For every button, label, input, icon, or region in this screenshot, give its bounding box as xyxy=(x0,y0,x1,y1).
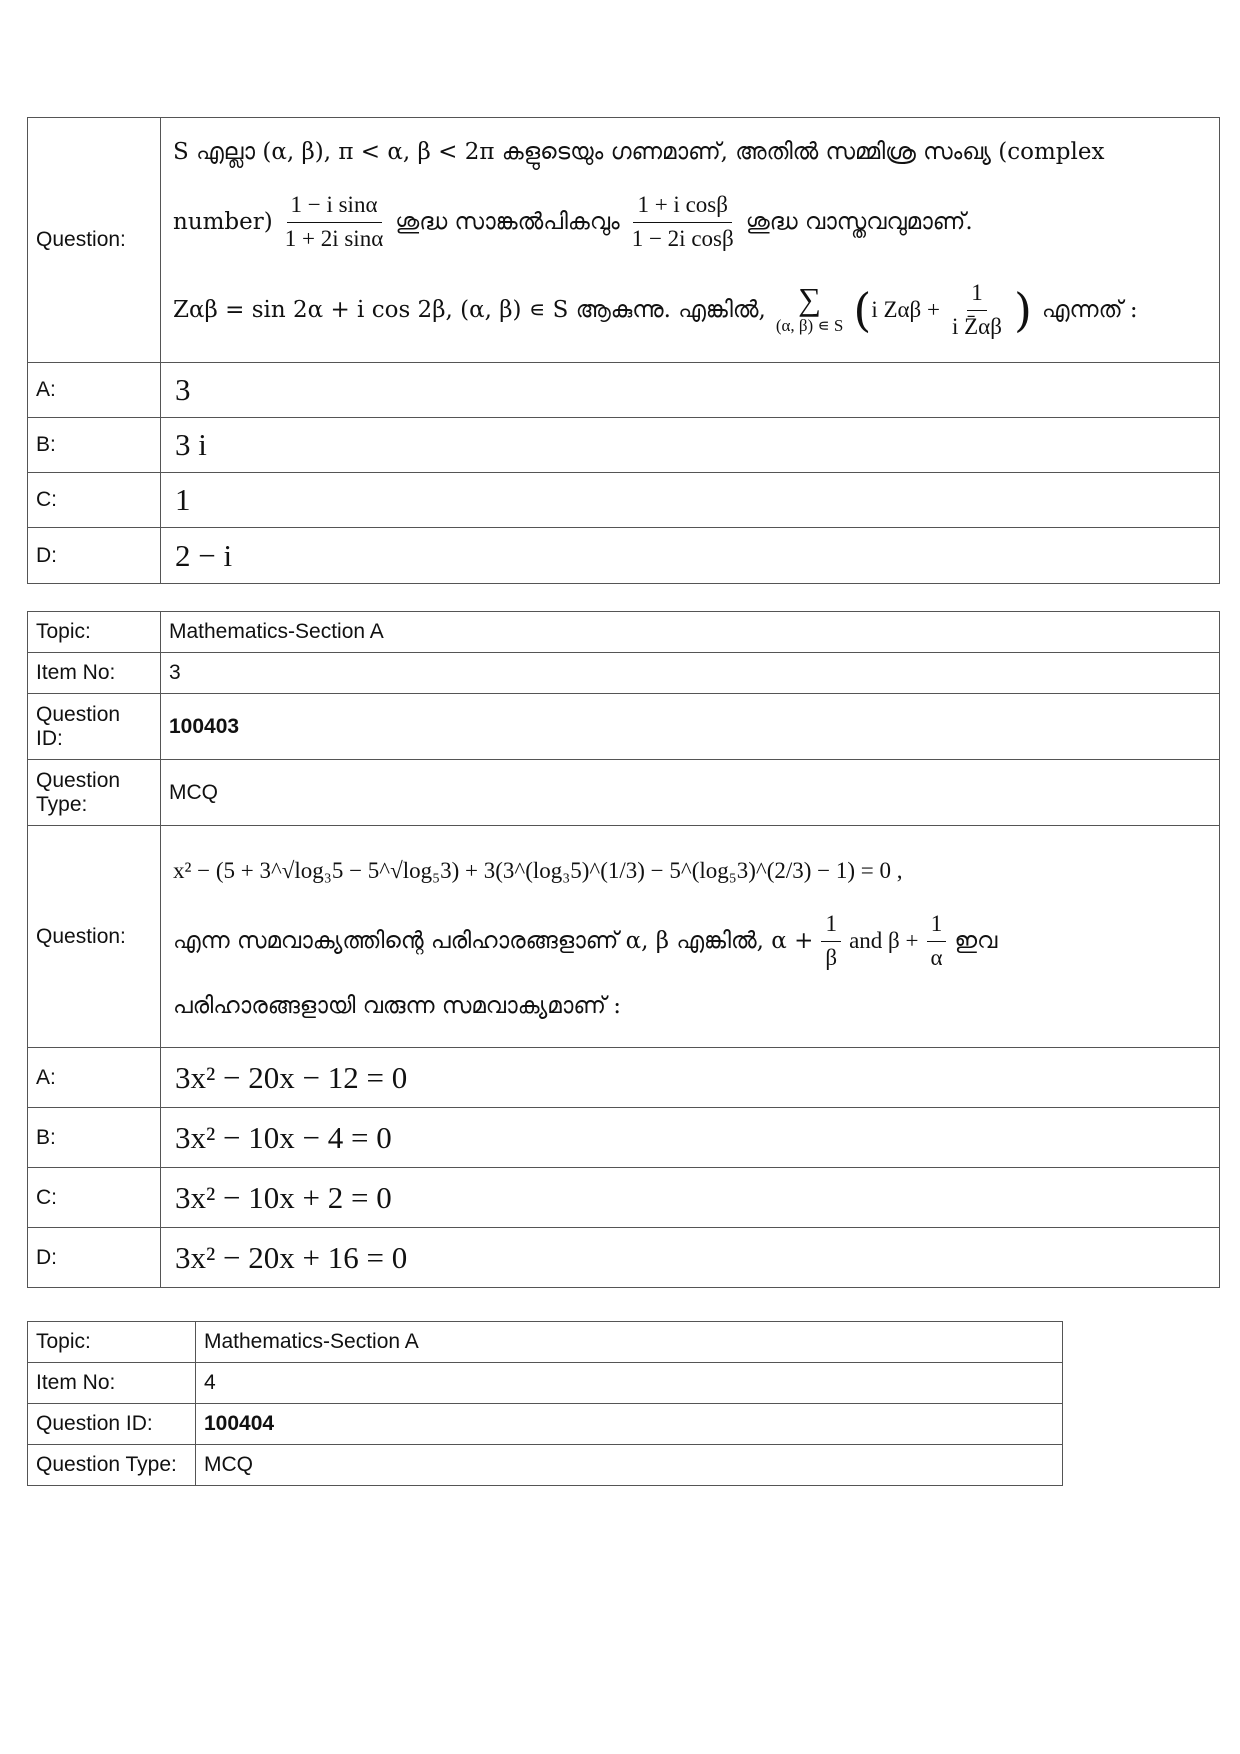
option-b[interactable]: 3 i xyxy=(161,418,1220,473)
question-id-label: Question ID: xyxy=(28,694,161,760)
question-line-2-pre: എന്ന സമവാക്യത്തിന്റെ പരിഹാരങ്ങളാണ് α, β എങ്കിൽ, α + xyxy=(173,928,814,955)
option-label-c: C: xyxy=(28,473,161,528)
option-c[interactable]: 1 xyxy=(161,473,1220,528)
item-no-value: 3 xyxy=(161,653,1220,694)
item-no-label: Item No: xyxy=(28,1363,196,1404)
question-type-value: MCQ xyxy=(196,1445,1063,1486)
question-block-3 xyxy=(27,611,1220,1288)
option-label-d: D: xyxy=(28,528,161,584)
left-paren-icon: ( xyxy=(853,283,872,337)
option-a[interactable]: 3 xyxy=(161,363,1220,418)
option-d[interactable]: 2 − i xyxy=(161,528,1220,584)
question-line-2-and: and β + xyxy=(849,928,919,954)
question-line-2-end: ശുദ്ധ വാസ്തവവുമാണ്. xyxy=(745,208,973,235)
question-type-value: MCQ xyxy=(161,760,1220,826)
question-id-label: Question ID: xyxy=(28,1404,196,1445)
summation-subscript: (α, β) ∊ S xyxy=(775,316,844,336)
fraction-2-numerator: 1 + i cosβ xyxy=(633,191,731,223)
question-line-1: S എല്ലാ (α, β), π < α, β < 2π കളുടെയും ഗണമാണ്, അതിൽ സമ്മിശ്ര സംഖ്യ (complex xyxy=(173,138,1105,165)
question-type-label: Question Type: xyxy=(28,760,161,826)
topic-label: Topic: xyxy=(28,612,161,653)
option-label-a: A: xyxy=(28,1048,161,1108)
right-paren-icon: ) xyxy=(1013,283,1032,337)
fraction-3 xyxy=(948,279,1006,342)
fraction-1-numerator: 1 − i sinα xyxy=(287,191,382,223)
question-block-4 xyxy=(27,1321,1063,1486)
fraction-one-over-beta-numerator: 1 xyxy=(821,910,841,942)
item-no-value: 4 xyxy=(196,1363,1063,1404)
option-label-d: D: xyxy=(28,1228,161,1288)
question-label: Question: xyxy=(28,118,161,363)
fraction-3-denominator: i Z̄αβ xyxy=(951,313,1002,339)
question-text xyxy=(161,826,1220,1048)
option-label-b: B: xyxy=(28,1108,161,1168)
topic-value: Mathematics-Section A xyxy=(161,612,1220,653)
fraction-one-over-beta xyxy=(821,910,841,973)
topic-value: Mathematics-Section A xyxy=(196,1322,1063,1363)
sum-term: i Zαβ + xyxy=(871,296,940,322)
fraction-3-numerator: 1 xyxy=(967,279,987,311)
equation-line: x² − (5 + 3^√log₃5 − 5^√log₅3) + 3(3^(log₃5)^(1/3) − 5^(log₅3)^(2/3) − 1) = 0 , xyxy=(173,858,903,884)
fraction-one-over-alpha xyxy=(926,910,946,973)
fraction-1 xyxy=(281,191,388,254)
option-a[interactable]: 3x² − 20x − 12 = 0 xyxy=(161,1048,1220,1108)
question-type-label: Question Type: xyxy=(28,1445,196,1486)
option-label-c: C: xyxy=(28,1168,161,1228)
question-text xyxy=(161,118,1220,363)
option-d[interactable]: 3x² − 20x + 16 = 0 xyxy=(161,1228,1220,1288)
question-line-2-mid: ശുദ്ധ സാങ്കൽപികവും xyxy=(395,208,620,235)
summation xyxy=(776,283,844,336)
fraction-2-denominator: 1 − 2i cosβ xyxy=(631,225,734,251)
fraction-2 xyxy=(628,191,738,254)
option-label-a: A: xyxy=(28,363,161,418)
item-no-label: Item No: xyxy=(28,653,161,694)
question-line-3-pre: Zαβ = sin 2α + i cos 2β, (α, β) ∊ S ആകുന്നു. എങ്കിൽ, xyxy=(173,296,766,323)
fraction-one-over-alpha-numerator: 1 xyxy=(927,910,947,942)
option-label-b: B: xyxy=(28,418,161,473)
fraction-one-over-beta-denominator: β xyxy=(825,945,838,970)
fraction-1-denominator: 1 + 2i sinα xyxy=(284,225,384,251)
fraction-one-over-alpha-denominator: α xyxy=(930,945,943,970)
question-line-3: പരിഹാരങ്ങളായി വരുന്ന സമവാക്യമാണ് : xyxy=(173,993,621,1020)
topic-label: Topic: xyxy=(28,1322,196,1363)
sigma-icon: ∑ xyxy=(798,281,821,318)
question-label: Question: xyxy=(28,826,161,1048)
option-b[interactable]: 3x² − 10x − 4 = 0 xyxy=(161,1108,1220,1168)
question-line-2-end: ഇവ xyxy=(954,928,998,955)
question-block-2 xyxy=(27,117,1220,584)
question-id-value: 100404 xyxy=(196,1404,1063,1445)
question-word-number: number) xyxy=(173,208,273,235)
option-c[interactable]: 3x² − 10x + 2 = 0 xyxy=(161,1168,1220,1228)
question-id-value: 100403 xyxy=(161,694,1220,760)
question-line-3-end: എന്നത് : xyxy=(1041,296,1138,323)
